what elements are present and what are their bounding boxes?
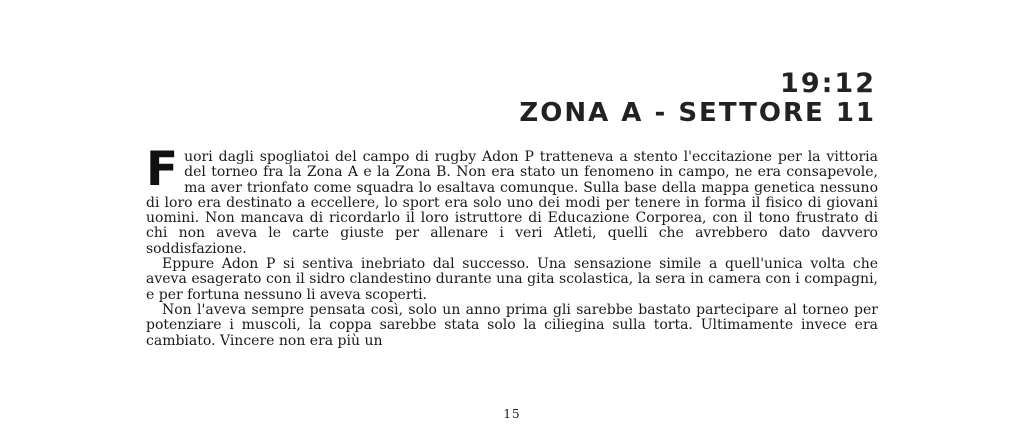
chapter-time: 19:12 [780,68,876,99]
paragraph-1-text: uori dagli spogliatoi del campo di rugby Adon P tratteneva a stento l'eccitazione per la vittoria del torneo fra la Zona A e la Zona B. Non era stato un fenomeno in campo, ne era consapevole, ma aver trionfato come squadra lo esaltava comunque. Sulla base della mappa genetica nessuno di loro era destinato a eccellere, lo sport era solo uno dei modi per tenere in forma il fisico di giovani uomini. Non mancava di ricordarlo il loro istruttore di Educazione Corporea, con il tono frustrato di chi non aveva le carte giuste per allenare i veri Atleti, quelli che avrebbero dato davvero soddisfazione. [146,149,878,257]
chapter-body [146,142,878,349]
paragraph-3: Non l'aveva sempre pensata così, solo un anno prima gli sarebbe bastato partecipare al torneo per potenziare i muscoli, la coppa sarebbe stata solo la ciliegina sulla torta. Ultimamente invece era cambiato. Vincere non era più un [146,301,878,349]
page-number: 15 [503,407,521,421]
drop-cap: F [146,142,179,197]
paragraph-1 [146,142,878,257]
chapter-header [519,70,876,128]
paragraph-2: Eppure Adon P si sentiva inebriato dal successo. Una sensazione simile a quell'unica volta che aveva esagerato con il sidro clandestino durante una gita scolastica, la sera in camera con i compagni, e per fortuna nessuno li aveva scoperti. [146,256,878,303]
chapter-title: ZONA A - SETTORE 11 [519,98,876,128]
